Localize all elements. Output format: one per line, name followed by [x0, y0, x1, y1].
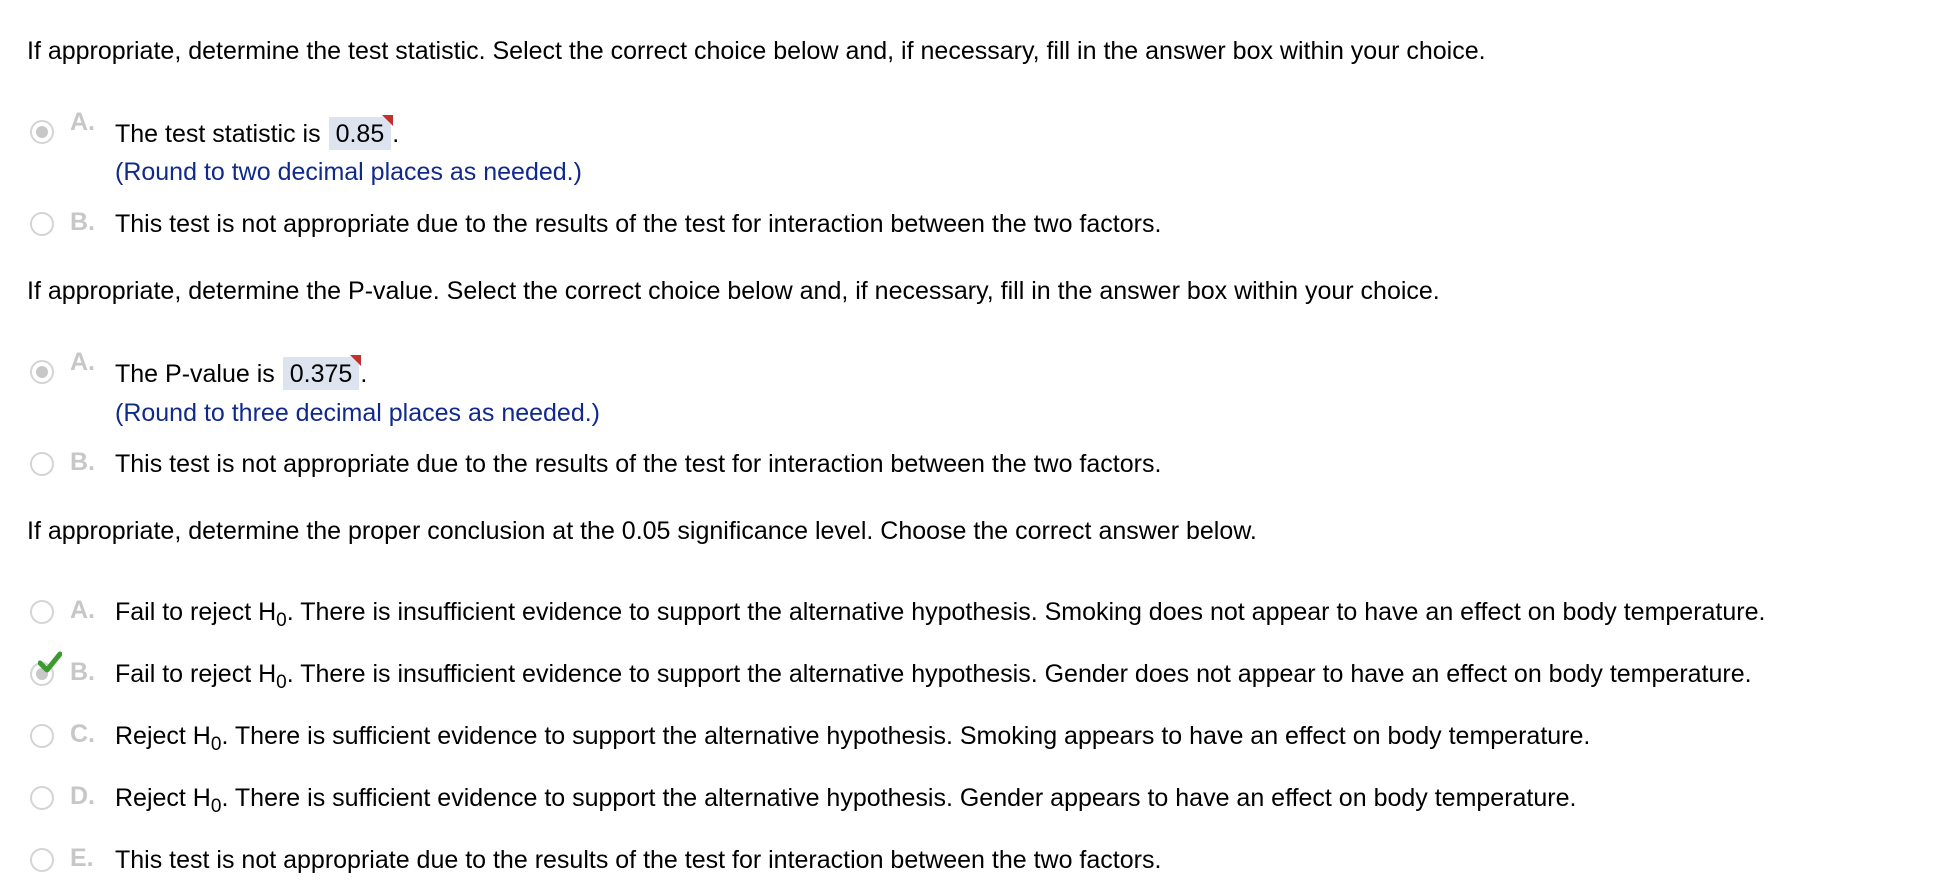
subscript-zero: 0: [276, 672, 287, 693]
option-prefix: The test statistic is: [115, 120, 321, 148]
option-text: [115, 783, 1577, 817]
radio-test-statistic-b[interactable]: [30, 212, 54, 236]
option-letter: A.: [70, 348, 95, 376]
option-letter: B.: [70, 658, 95, 686]
option-letter: B.: [70, 448, 95, 476]
round-hint: (Round to three decimal places as needed.): [115, 399, 601, 427]
radio-conclusion-a[interactable]: [30, 600, 54, 624]
radio-test-statistic-a[interactable]: [30, 120, 54, 144]
radio-conclusion-e[interactable]: [30, 848, 54, 872]
option-suffix: .: [392, 120, 400, 148]
option-text: [115, 597, 1766, 631]
round-hint: (Round to two decimal places as needed.): [115, 158, 582, 186]
checkmark-icon: [38, 651, 62, 673]
option-text-pre: Fail to reject H: [115, 660, 277, 688]
option-text-pre: Fail to reject H: [115, 598, 277, 626]
radio-p-value-b[interactable]: [30, 452, 54, 476]
option-suffix: .: [360, 360, 368, 388]
radio-conclusion-d[interactable]: [30, 786, 54, 810]
flag-icon: [382, 115, 393, 126]
subscript-zero: 0: [276, 610, 287, 631]
option-letter: B.: [70, 208, 95, 236]
option-text: [115, 117, 399, 150]
option-text: [115, 659, 1752, 693]
p-value-prompt: If appropriate, determine the P-value. Select the correct choice below and, if necessary, fill in the answer box within your choice.: [27, 277, 1440, 305]
radio-p-value-a[interactable]: [30, 360, 54, 384]
conclusion-prompt: If appropriate, determine the proper conclusion at the 0.05 significance level. Choose the correct answer below.: [27, 517, 1257, 545]
option-text-post: . There is sufficient evidence to support the alternative hypothesis. Gender appears to have an effect on body temperature.: [221, 784, 1577, 812]
option-letter: A.: [70, 108, 95, 136]
option-text: This test is not appropriate due to the results of the test for interaction between the two factors.: [115, 210, 1162, 238]
option-prefix: The P-value is: [115, 360, 275, 388]
option-text-pre: Reject H: [115, 784, 211, 812]
option-text: This test is not appropriate due to the results of the test for interaction between the two factors.: [115, 450, 1162, 478]
option-text: [115, 721, 1591, 755]
flag-icon: [350, 355, 361, 366]
option-text-post: . There is insufficient evidence to support the alternative hypothesis. Smoking does not appear to have an effect on body temperature.: [286, 598, 1766, 626]
option-letter: E.: [70, 844, 94, 872]
subscript-zero: 0: [210, 796, 222, 817]
option-text-post: . There is insufficient evidence to support the alternative hypothesis. Gender does not appear to have an effect on body temperature.: [286, 660, 1752, 688]
radio-conclusion-c[interactable]: [30, 724, 54, 748]
answer-value: 0.375: [289, 360, 353, 388]
option-text-pre: Reject H: [115, 722, 211, 750]
option-letter: D.: [70, 782, 95, 810]
option-text-post: . There is sufficient evidence to support the alternative hypothesis. Smoking appears to have an effect on body temperature.: [221, 722, 1591, 750]
option-letter: A.: [70, 596, 95, 624]
option-text: This test is not appropriate due to the results of the test for interaction between the two factors.: [115, 846, 1162, 874]
subscript-zero: 0: [210, 734, 222, 755]
option-letter: C.: [70, 720, 95, 748]
test-statistic-answer-box[interactable]: [329, 117, 392, 150]
answer-value: 0.85: [335, 120, 385, 148]
test-statistic-prompt: If appropriate, determine the test statistic. Select the correct choice below and, if necessary, fill in the answer box within your choice.: [27, 37, 1486, 65]
option-text: [115, 357, 367, 390]
p-value-answer-box[interactable]: [283, 357, 360, 390]
